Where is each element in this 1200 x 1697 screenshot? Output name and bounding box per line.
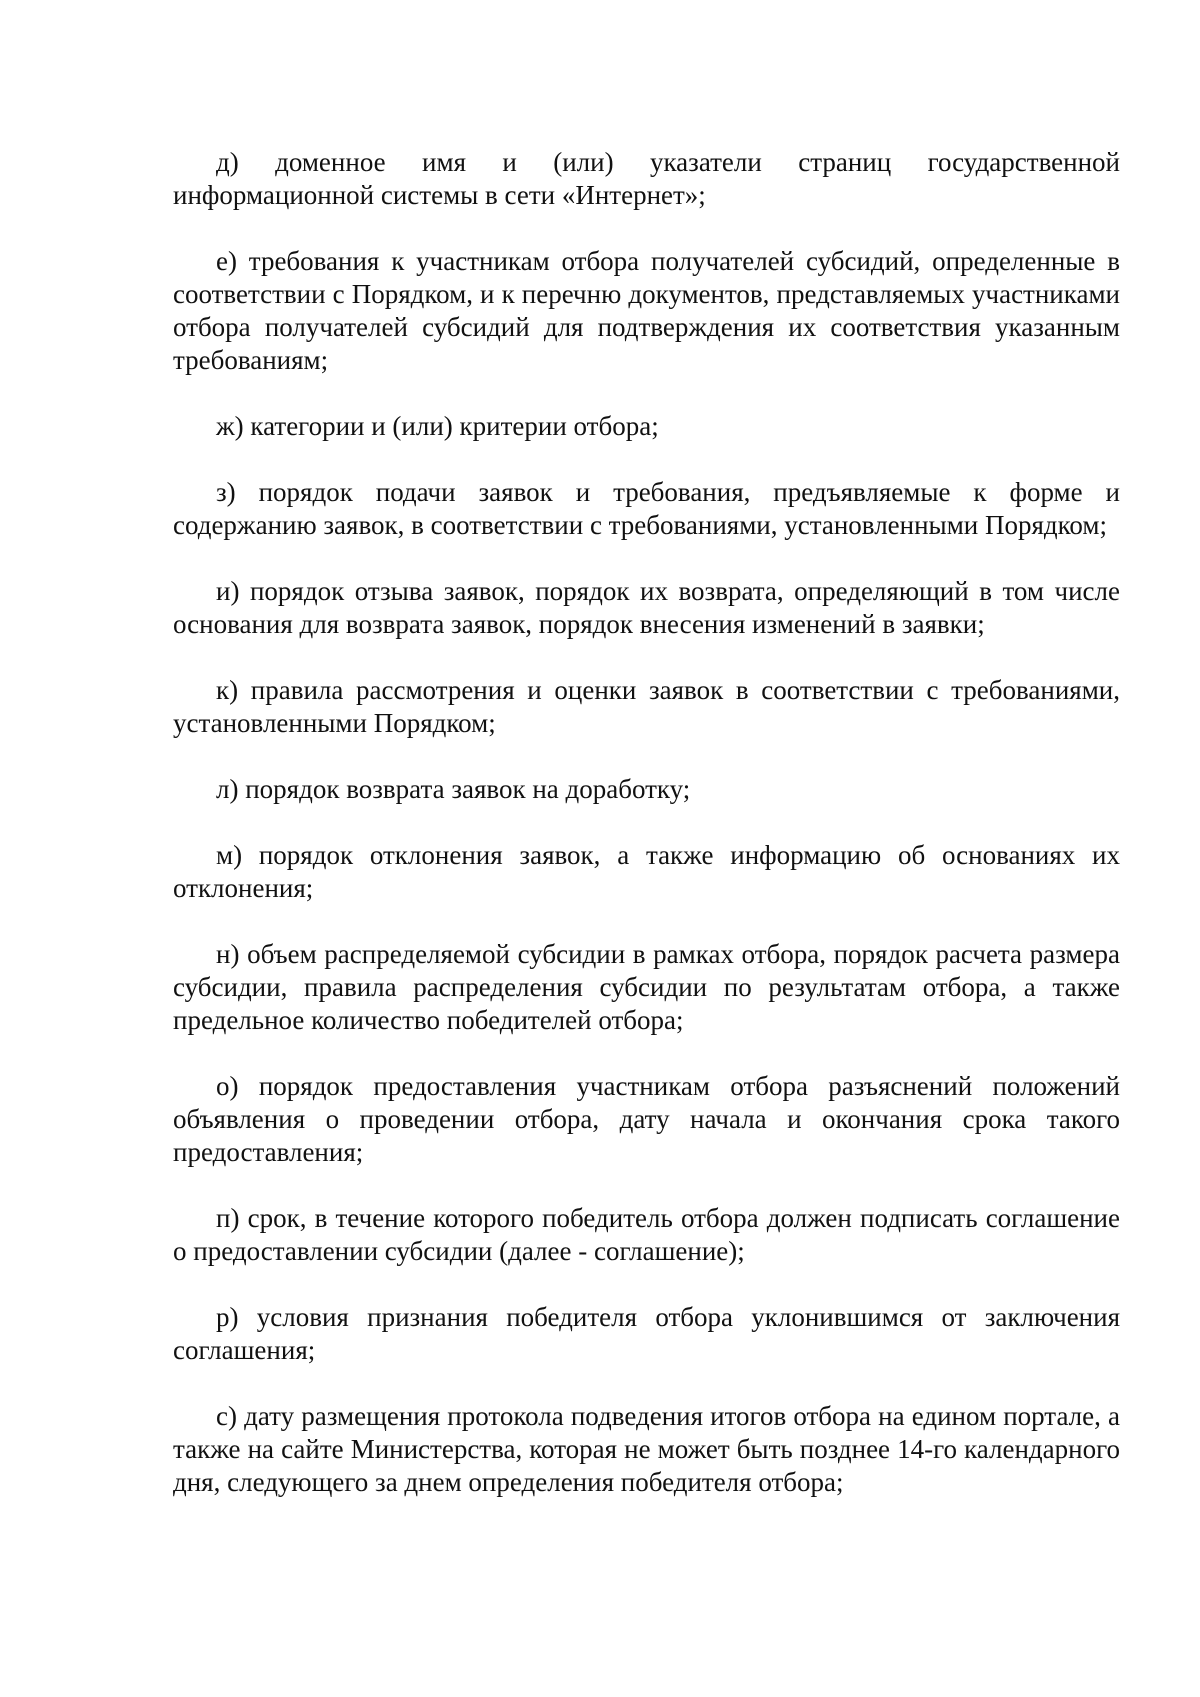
paragraph-n: н) объем распределяемой субсидии в рамках отбора, порядок расчета размера субсидии, правила распределения субсидии по результатам отбора, а также предельное количество победителей отбора; xyxy=(173,939,1120,1035)
paragraph-p: п) срок, в течение которого победитель отбора должен подписать соглашение о предоставлении субсидии (далее - соглашение); xyxy=(173,1203,1120,1266)
paragraph-e: е) требования к участникам отбора получателей субсидий, определенные в соответствии с Порядком, и к перечню документов, представляемых участниками отбора получателей субсидий для подтверждения их соответствия указанным требованиям; xyxy=(173,246,1120,375)
paragraph-r: р) условия признания победителя отбора уклонившимся от заключения соглашения; xyxy=(173,1302,1120,1365)
paragraph-m: м) порядок отклонения заявок, а также информацию об основаниях их отклонения; xyxy=(173,840,1120,903)
paragraph-z: з) порядок подачи заявок и требования, предъявляемые к форме и содержанию заявок, в соответствии с требованиями, установленными Порядком; xyxy=(173,477,1120,540)
paragraph-l: л) порядок возврата заявок на доработку; xyxy=(216,774,691,804)
paragraph-i: и) порядок отзыва заявок, порядок их возврата, определяющий в том числе основания для возврата заявок, порядок внесения изменений в заявки; xyxy=(173,576,1120,639)
paragraph-k: к) правила рассмотрения и оценки заявок в соответствии с требованиями, установленными Порядком; xyxy=(173,675,1120,738)
paragraph-o: о) порядок предоставления участникам отбора разъяснений положений объявления о проведении отбора, дату начала и окончания срока такого предоставления; xyxy=(173,1071,1120,1167)
paragraph-d: д) доменное имя и (или) указатели страниц государственной информационной системы в сети «Интернет»; xyxy=(173,147,1120,210)
paragraph-zh: ж) категории и (или) критерии отбора; xyxy=(216,411,659,441)
document-body xyxy=(173,146,1120,1532)
paragraph-s: с) дату размещения протокола подведения итогов отбора на едином портале, а также на сайте Министерства, которая не может быть позднее 14-го календарного дня, следующего за днем определения победителя отбора; xyxy=(173,1401,1120,1497)
